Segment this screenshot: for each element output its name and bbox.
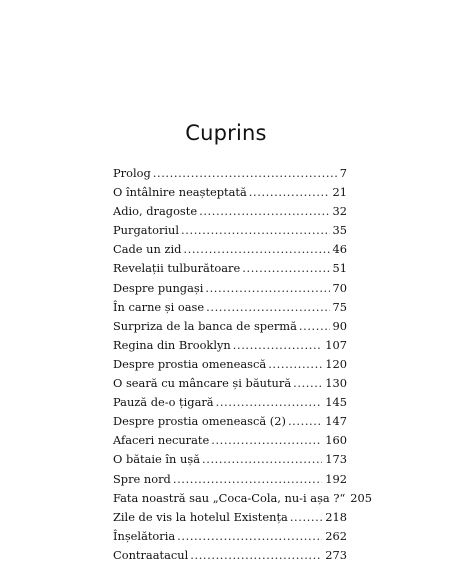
- toc-entry-title: Revelații tulburătoare: [113, 261, 241, 276]
- toc-entry-page: 7: [339, 166, 347, 180]
- toc-dot-leader: [183, 240, 329, 259]
- toc-dot-leader: [299, 317, 330, 336]
- toc-entry: [113, 412, 347, 431]
- toc-entry-page: 35: [332, 223, 347, 238]
- toc-dot-leader: [293, 374, 322, 393]
- toc-entry: [113, 546, 347, 565]
- toc-entry: [113, 164, 347, 183]
- toc-dot-leader: [268, 355, 322, 374]
- toc-entry-page: 147: [325, 414, 347, 429]
- toc-entry-title: O bătaie în ușă: [113, 452, 200, 467]
- toc-entry: [113, 183, 347, 202]
- toc-entry-page: 32: [332, 204, 347, 219]
- toc-entry-title: Înșelătoria: [113, 528, 176, 543]
- toc-entry-title: Despre prostia omenească (2): [113, 414, 286, 429]
- toc-entry: [113, 527, 347, 546]
- toc-entry-page: 107: [325, 337, 347, 352]
- toc-dot-leader: [242, 259, 329, 278]
- toc-entry-page: 70: [332, 280, 347, 295]
- toc-dot-leader: [181, 221, 329, 240]
- toc-dot-leader: [288, 412, 322, 431]
- toc-entry-page: 192: [325, 471, 347, 486]
- toc-entry: [113, 240, 347, 259]
- toc-dot-leader: [173, 470, 322, 489]
- toc-entry-title: Zile de vis la hotelul Existența: [113, 509, 288, 524]
- toc-entry-page: 218: [325, 509, 347, 524]
- toc-entry: [113, 374, 347, 393]
- toc-entry: [113, 470, 347, 489]
- toc-dot-leader: [206, 298, 329, 317]
- toc-entry-page: 262: [325, 528, 347, 543]
- toc-entry: [113, 393, 347, 412]
- toc-entry-page: 75: [332, 299, 347, 314]
- toc-dot-leader: [153, 164, 337, 183]
- toc-entry-title: Spre nord: [113, 471, 171, 486]
- toc-dot-leader: [202, 450, 322, 469]
- toc-entry-title: Fata noastră sau „Coca-Cola, nu-i așa ?“: [113, 490, 346, 505]
- toc-entry-page: 273: [325, 547, 347, 562]
- toc-entry-page: 51: [332, 261, 347, 276]
- toc-dot-leader: [233, 336, 323, 355]
- toc-entry: [113, 489, 373, 508]
- toc-dot-leader: [249, 183, 330, 202]
- toc-entry-page: 173: [325, 452, 347, 467]
- toc-entry: [113, 202, 347, 221]
- toc-entry-title: Prolog: [113, 166, 151, 180]
- toc-entry-title: Despre pungași: [113, 280, 204, 295]
- toc-entry: [113, 508, 347, 527]
- toc-entry-page: 90: [332, 318, 347, 333]
- toc-dot-leader: [190, 546, 322, 565]
- toc-entry-title: Purgatoriul: [113, 223, 180, 238]
- toc-entry-title: Adio, dragoste: [113, 204, 198, 219]
- toc-dot-leader: [211, 431, 322, 450]
- toc-entry-title: În carne și oase: [113, 299, 205, 314]
- toc-dot-leader: [199, 202, 329, 221]
- toc-dot-leader: [177, 527, 322, 546]
- toc-entry-page: 160: [325, 433, 347, 448]
- toc-dot-leader: [216, 393, 323, 412]
- toc-entry: [113, 279, 347, 298]
- toc-entry: [113, 431, 347, 450]
- toc-entry-title: Pauză de-o țigară: [113, 395, 214, 410]
- toc-entry: [113, 317, 347, 336]
- toc-entry: [113, 259, 347, 278]
- toc-entry: [113, 336, 347, 355]
- toc-entry-title: Afaceri necurate: [113, 433, 210, 448]
- toc-entry: [113, 221, 347, 240]
- toc-entry-page: 120: [325, 356, 347, 371]
- toc-entry-page: 21: [332, 185, 347, 200]
- toc-entry-title: Regina din Brooklyn: [113, 337, 231, 352]
- toc-entry-page: 130: [325, 376, 347, 391]
- toc-entry-title: Despre prostia omenească: [113, 356, 267, 371]
- toc-entry-title: Surpriza de la banca de spermă: [113, 318, 297, 333]
- toc-dot-leader: [205, 279, 329, 298]
- page-title: Cuprins: [185, 121, 267, 145]
- toc-entry-page: 46: [332, 242, 347, 257]
- table-of-contents: [113, 164, 373, 565]
- toc-entry: [113, 355, 347, 374]
- toc-dot-leader: [290, 508, 322, 527]
- toc-entry: [113, 298, 347, 317]
- toc-entry-title: Cade un zid: [113, 242, 182, 257]
- toc-entry-page: 205: [350, 490, 373, 505]
- toc-entry: [113, 450, 347, 469]
- toc-entry-title: Contraatacul: [113, 547, 189, 562]
- toc-entry-page: 145: [325, 395, 347, 410]
- toc-entry-title: O seară cu mâncare și băutură: [113, 376, 292, 391]
- toc-entry-title: O întâlnire neașteptată: [113, 185, 247, 200]
